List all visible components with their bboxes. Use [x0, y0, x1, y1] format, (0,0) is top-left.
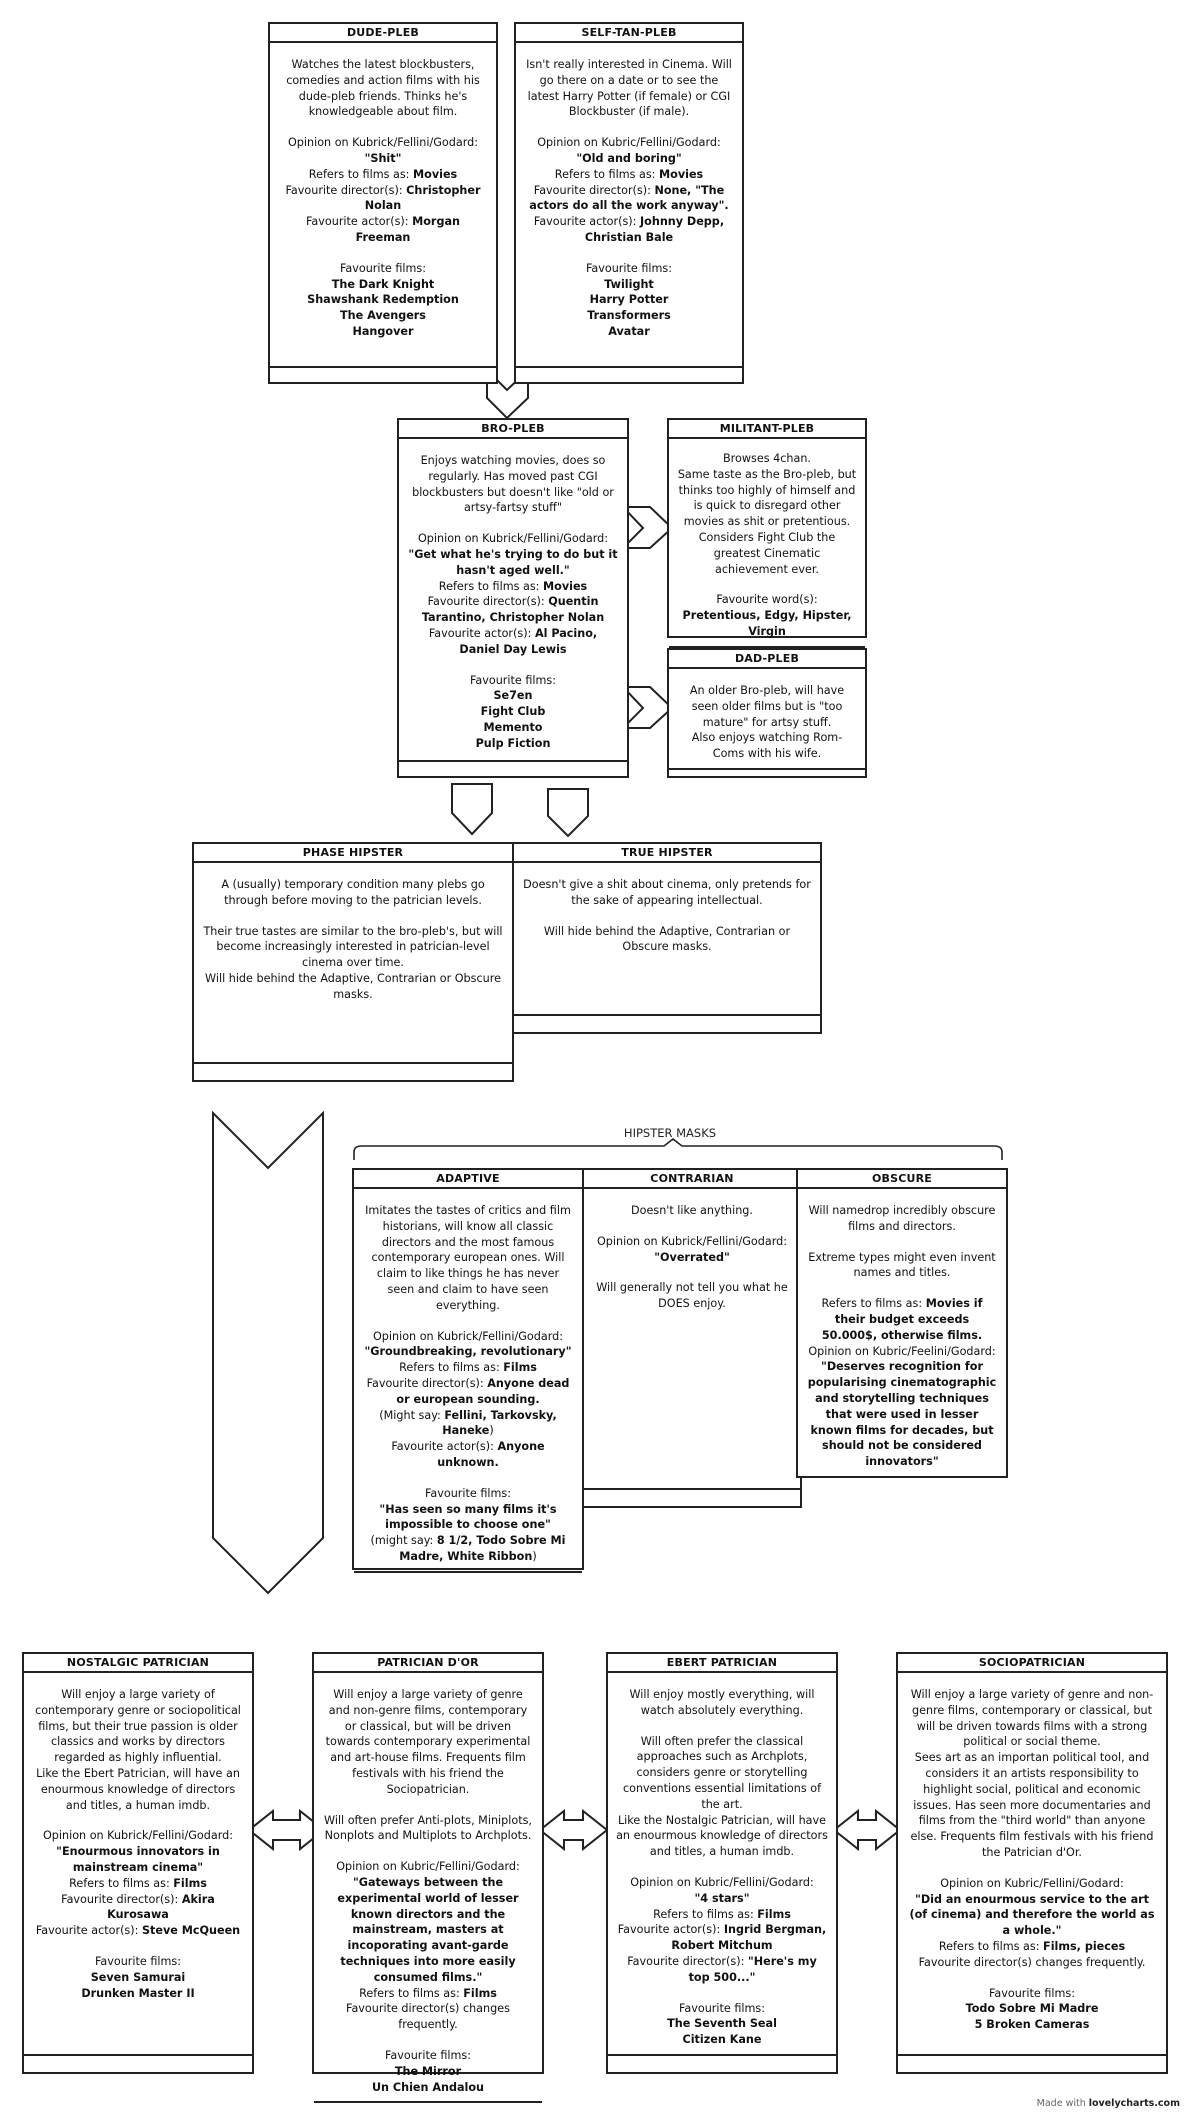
refers-value: Movies	[659, 167, 704, 181]
favourite-words: Pretentious, Edgy, Hipster, Virgin	[682, 609, 852, 638]
card-description: Enjoys watching movies, does so regularly. Has moved past CGI blockbusters but doesn't like "old or artsy-fartsy stuff"	[412, 454, 614, 515]
nostalgic-patrician-card: NOSTALGIC PATRICIAN Will enjoy a large variety of contemporary genre or sociopolitical films, but their true passion is older classics and works by directors regarded as highly influential. Like the Ebert Patrician, will have an enourmous knowledge of directors and titles, a human imdb. Opinion on Kubrick/Fellini/Godard: "Enourmous innovators in mainstream cinema" Refers to films as: Films Favourite director(s): Akira Kurosawa Favourite actor(s): Steve McQueen Favourite films: Seven Samurai Drunken Master II	[22, 1652, 254, 2074]
card-title: TRUE HIPSTER	[514, 844, 820, 863]
opinion-value: "Get what he's trying to do but it hasn't aged well."	[408, 547, 618, 577]
film-item: Transformers	[587, 309, 671, 323]
director-value: None, "The actors do all the work anyway".	[529, 183, 729, 213]
opinion-value: "Enourmous innovators in mainstream cinema"	[56, 1845, 220, 1874]
adaptive-mask-card: ADAPTIVE Imitates the tastes of critics and film historians, will know all classic directors and the most famous contemporary european ones. Will claim to like things he has never seen and claim to have seen everything. Opinion on Kubrick/Fellini/Godard: "Groundbreaking, revolutionary" Refers to films as: Films Favourite director(s): Anyone dead or european sounding. (Might say: Fellini, Tarkovsky, Haneke) Favourite actor(s): Anyone unknown. Favourite films: "Has seen so many films it's impossible to choose one" (might say: 8 1/2, Todo Sobre Mi Madre, White Ribbon)	[352, 1168, 584, 1570]
card-title: MILITANT-PLEB	[669, 420, 865, 439]
large-chevron-down-icon	[213, 1113, 323, 1593]
card-title: BRO-PLEB	[399, 420, 627, 439]
film-item: The Mirror	[394, 2064, 462, 2078]
contrarian-mask-card: CONTRARIAN Doesn't like anything. Opinion on Kubrick/Fellini/Godard: "Overrated" Will generally not tell you what he DOES enjoy.	[582, 1168, 802, 1508]
credit-footer: Made with lovelycharts.com	[1036, 2098, 1180, 2109]
film-item: Todo Sobre Mi Madre	[965, 2002, 1099, 2016]
card-title: DUDE-PLEB	[270, 24, 496, 43]
opinion-value: "Deserves recognition for popularising cinematographic and storytelling techniques that were used in lesser known films for decades, but should not be considered innovators"	[807, 1360, 997, 1469]
credit-link[interactable]: lovelycharts.com	[1088, 2098, 1180, 2109]
film-item: Hangover	[352, 324, 414, 338]
opinion-value: "4 stars"	[694, 1891, 750, 1905]
true-hipster-card: TRUE HIPSTER Doesn't give a shit about cinema, only pretends for the sake of appearing intellectual. Will hide behind the Adaptive, Contrarian or Obscure masks.	[512, 842, 822, 1034]
self-tan-pleb-card: SELF-TAN-PLEB Isn't really interested in Cinema. Will go there on a date or to see the latest Harry Potter (if female) or CGI Blockbuster (if male). Opinion on Kubric/Fellini/Godard: "Old and boring" Refers to films as: Movies Favourite director(s): None, "The actors do all the work anyway". Favourite actor(s): Johnny Depp, Christian Bale Favourite films: Twilight Harry Potter Transformers Avatar	[514, 22, 744, 384]
card-title: ADAPTIVE	[354, 1170, 582, 1189]
opinion-value: "Groundbreaking, revolutionary"	[364, 1345, 572, 1359]
dad-pleb-card: DAD-PLEB An older Bro-pleb, will have seen older films but is "too mature" for artsy stuff. Also enjoys watching Rom-Coms with his wife.	[667, 648, 867, 778]
film-item: The Avengers	[340, 309, 426, 323]
film-item: 5 Broken Cameras	[974, 2018, 1090, 2032]
chevron-right-icon	[623, 687, 672, 728]
film-item: Memento	[483, 720, 543, 734]
actor-value: Al Pacino, Daniel Day Lewis	[459, 626, 598, 656]
obscure-mask-card: OBSCURE Will namedrop incredibly obscure films and directors. Extreme types might even invent names and titles. Refers to films as: Movies if their budget exceeds 50.000$, otherwise films. Opinion on Kubric/Feelini/Godard: "Deserves recognition for popularising cinematographic and storytelling techniques that were used in lesser known films for decades, but should not be considered innovators"	[796, 1168, 1008, 1478]
card-title: EBERT PATRICIAN	[608, 1654, 836, 1673]
opinion-value: "Did an enourmous service to the art (of cinema) and therefore the world as a whole."	[909, 1892, 1155, 1938]
director-value: Quentin Tarantino, Christopher Nolan	[421, 595, 605, 625]
film-item: The Dark Knight	[331, 277, 435, 291]
film-item: Shawshank Redemption	[307, 293, 459, 307]
card-title: SELF-TAN-PLEB	[516, 24, 742, 43]
card-title: PHASE HIPSTER	[194, 844, 512, 863]
chevron-down-icon	[452, 784, 492, 834]
chevron-down-icon	[548, 789, 588, 836]
film-item: Citizen Kane	[682, 2033, 762, 2047]
card-description: Isn't really interested in Cinema. Will go there on a date or to see the latest Harry Potter (if female) or CGI Blockbuster (if male).	[526, 58, 732, 119]
director-value: Christopher Nolan	[364, 183, 481, 213]
actor-value: Johnny Depp, Christian Bale	[584, 215, 725, 244]
patrician-dor-card: PATRICIAN D'OR Will enjoy a large variety of genre and non-genre films, contemporary or classical, but will be driven towards contemporary experimental and art-house films. Frequents film festivals with his friend the Sociopatrician. Will often prefer Anti-plots, Miniplots, Nonplots and Multiplots to Archplots. Opinion on Kubric/Fellini/Godard: "Gateways between the experimental world of lesser known directors and the mainstream, masters at incoporating avant-garde techniques into more easily consumed films." Refers to films as: Films Favourite director(s) changes frequently. Favourite films: The Mirror Un Chien Andalou	[312, 1652, 544, 2074]
refers-value: Movies	[543, 579, 588, 593]
film-item: Harry Potter	[589, 293, 669, 307]
opinion-value: "Overrated"	[654, 1250, 730, 1264]
refers-value: Movies	[413, 167, 458, 181]
film-item: Seven Samurai	[90, 1970, 186, 1984]
ebert-patrician-card: EBERT PATRICIAN Will enjoy mostly everything, will watch absolutely everything. Will often prefer the classical approaches such as Archplots, considers genre or storytelling conventions essential limitations of the art. Like the Nostalgic Patrician, will have an enourmous knowledge of directors and titles, a human imdb. Opinion on Kubric/Fellini/Godard: "4 stars" Refers to films as: Films Favourite actor(s): Ingrid Bergman, Robert Mitchum Favourite director(s): "Here's my top 500..." Favourite films: The Seventh Seal Citizen Kane	[606, 1652, 838, 2074]
chevron-right-icon	[623, 507, 672, 548]
card-title: CONTRARIAN	[584, 1170, 800, 1189]
bro-pleb-card: BRO-PLEB Enjoys watching movies, does so regularly. Has moved past CGI blockbusters but doesn't like "old or artsy-fartsy stuff" Opinion on Kubrick/Fellini/Godard: "Get what he's trying to do but it hasn't aged well." Refers to films as: Movies Favourite director(s): Quentin Tarantino, Christopher Nolan Favourite actor(s): Al Pacino, Daniel Day Lewis Favourite films: Se7en Fight Club Memento Pulp Fiction	[397, 418, 629, 778]
card-title: DAD-PLEB	[669, 650, 865, 669]
film-item: Un Chien Andalou	[371, 2080, 485, 2094]
card-title: SOCIOPATRICIAN	[898, 1654, 1166, 1673]
opinion-value: "Gateways between the experimental world of lesser known directors and the mainstream, masters at incoporating avant-garde techniques into more easily consumed films."	[337, 1875, 519, 1984]
card-title: NOSTALGIC PATRICIAN	[24, 1654, 252, 1673]
militant-pleb-card: MILITANT-PLEB Browses 4chan. Same taste as the Bro-pleb, but thinks too highly of himself and is quick to disregard other movies as shit or pretentious. Considers Fight Club the greatest Cinematic achievement ever. Favourite word(s): Pretentious, Edgy, Hipster, Virgin	[667, 418, 867, 638]
card-title: PATRICIAN D'OR	[314, 1654, 542, 1673]
actor-value: Morgan Freeman	[355, 215, 460, 244]
film-item: Avatar	[608, 324, 650, 338]
double-arrow-icon	[540, 1811, 607, 1849]
hipster-masks-brace	[354, 1139, 1002, 1160]
hipster-masks-label: HIPSTER MASKS	[623, 1126, 717, 1140]
sociopatrician-card: SOCIOPATRICIAN Will enjoy a large variety of genre and non-genre films, contemporary or classical, but will be driven towards films with a strong political or social theme. Sees art as an importan political tool, and considers it an artists responsibility to highlight social, political and economic issues. Has seen more documentaries and films from the "third world" than anyone else. Frequents film festivals with his friend the Patrician d'Or. Opinion on Kubric/Fellini/Godard: "Did an enourmous service to the art (of cinema) and therefore the world as a whole." Refers to films as: Films, pieces Favourite director(s) changes frequently. Favourite films: Todo Sobre Mi Madre 5 Broken Cameras	[896, 1652, 1168, 2074]
film-item: The Seventh Seal	[667, 2017, 777, 2031]
dude-pleb-card: DUDE-PLEB Watches the latest blockbusters, comedies and action films with his dude-pleb friends. Thinks he's knowledgeable about film. Opinion on Kubrick/Fellini/Godard: "Shit" Refers to films as: Movies Favourite director(s): Christopher Nolan Favourite actor(s): Morgan Freeman Favourite films: The Dark Knight Shawshank Redemption The Avengers Hangover	[268, 22, 498, 384]
film-item: Pulp Fiction	[475, 736, 551, 750]
phase-hipster-card: PHASE HIPSTER A (usually) temporary condition many plebs go through before moving to the patrician levels. Their true tastes are similar to the bro-pleb's, but will become increasingly interested in patrician-level cinema over time. Will hide behind the Adaptive, Contrarian or Obscure masks.	[192, 842, 514, 1082]
film-item: Drunken Master II	[81, 1986, 195, 2000]
card-title: OBSCURE	[798, 1170, 1006, 1189]
film-item: Twilight	[604, 277, 654, 291]
card-description: Watches the latest blockbusters, comedies and action films with his dude-pleb friends. Thinks he's knowledgeable about film.	[286, 58, 480, 119]
opinion-value: "Old and boring"	[576, 151, 682, 165]
double-arrow-icon	[834, 1811, 900, 1849]
opinion-value: "Shit"	[364, 151, 402, 165]
film-item: Se7en	[493, 689, 533, 703]
film-item: Fight Club	[480, 705, 546, 719]
